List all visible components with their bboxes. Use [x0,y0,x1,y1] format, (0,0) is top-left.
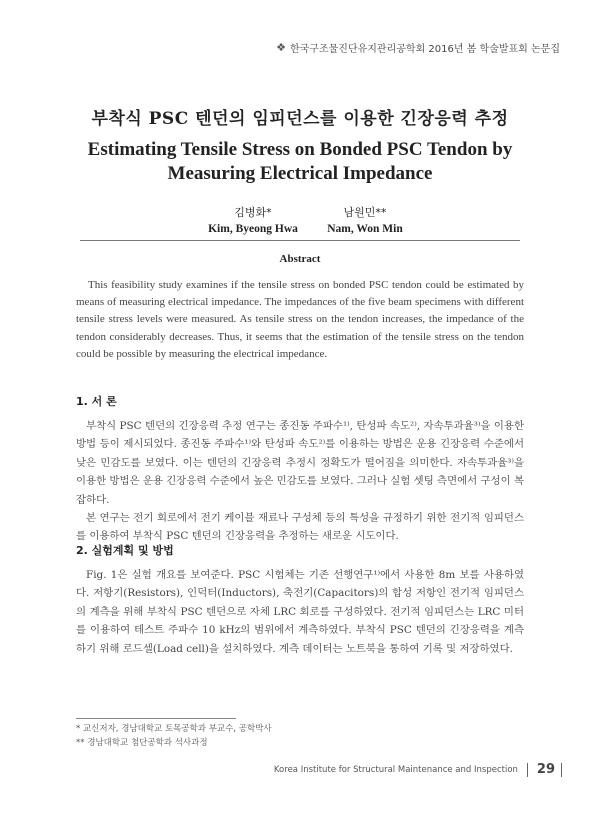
abstract-text: This feasibility study examines if the tensile stress on bonded PSC tendon could be estimated by means of measuring electrical impedance. The impedances of the five beam specimens with different tensile stress levels were measured. As tensile stress on the tendon increases, the impedance of the tendon considerably decreases. Thus, it seems that the estimation of the tensile stress on the tendon could be possible by measuring the electrical impedance. [76,279,524,360]
footnotes [76,722,272,750]
page-footer [274,762,562,777]
footnote-divider [76,718,236,719]
footer-separator [527,763,528,777]
section-2-paragraph-1: Fig. 1은 실험 개요를 보여준다. PSC 시험체는 기존 선행연구¹⁾에서 사용한 8m 보를 사용하였다. 저항기(Resistors), 인덕터(Inductors), 축전기(Capacitors)의 합성 저항인 전기적 임피던스의 계측을 위해 부착식 PSC 텐던으로 자체 LRC 회로를 구성하였다. 전기적 임피던스는 LRC 미터를 이용하여 테스트 주파수 10 kHz의 범위에서 계측하였다. 부착식 PSC 텐던의 긴장응력을 계측하기 위해 로드셀(Load cell)을 설치하였다. 계측 데이터는 노트북을 통하여 기록 및 저장하였다. [76,569,524,655]
title-english: Estimating Tensile Stress on Bonded PSC Tendon by Measuring Electrical Impedance [87,139,513,184]
author-1-name-en: Kim, Byeong Hwa [208,223,298,235]
divider [80,240,520,241]
journal-name: 한국구조물진단유지관리공학회 2016년 봄 학술발표회 논문집 [289,44,560,55]
section-2-title: 2. 실험계획 및 방법 [76,544,174,557]
section-1-paragraph-2: 본 연구는 전기 회로에서 전기 케이블 재료나 구성체 등의 특성을 규정하기 위한 전기적 임피던스를 이용하여 부착식 PSC 텐던의 긴장응력을 추정하는 새로운 시도이다. [76,512,524,543]
page-number: 29 [536,762,555,777]
footer-separator-right [561,763,562,777]
section-1-paragraph-1: 부착식 PSC 텐던의 긴장응력 추정 연구는 종진동 주파수¹⁾, 탄성파 속도²⁾, 자속투과율³⁾을 이용한 방법 등이 제시되었다. 종진동 주파수¹⁾와 탄성파 속도²⁾를 이용하는 방법은 운용 긴장응력 수준에서 낮은 민감도를 보였다. 이는 텐던의 긴장응력 추정시 정확도가 떨어짐을 의미한다. 자속투과율³⁾을 이용한 방법은 운용 긴장응력 수준에서 높은 민감도를 보였다. 그러나 실험 셋팅 측면에서 구성이 복잡하다. [76,420,524,506]
title-korean: 부착식 PSC 텐던의 임피던스를 이용한 긴장응력 추정 [91,109,509,129]
author-1 [203,204,303,235]
section-introduction [76,393,524,546]
author-2-name-en: Nam, Won Min [327,223,403,235]
diamond-bullet-icon: ❖ [276,41,286,54]
running-header [276,40,560,55]
author-1-name-ko: 김병화* [234,206,272,219]
footnote-2: ** 경남대학교 첨단공학과 석사과정 [76,738,208,748]
section-method [76,542,524,658]
author-2 [315,204,415,235]
footer-organization: Korea Institute for Structural Maintenance and Inspection [273,764,518,775]
footnote-1: * 교신저자, 경남대학교 토목공학과 부교수, 공학박사 [76,724,272,734]
section-1-title: 1. 서 론 [76,395,117,408]
abstract-heading: Abstract [279,253,321,265]
author-2-name-ko: 남원민** [343,206,387,219]
